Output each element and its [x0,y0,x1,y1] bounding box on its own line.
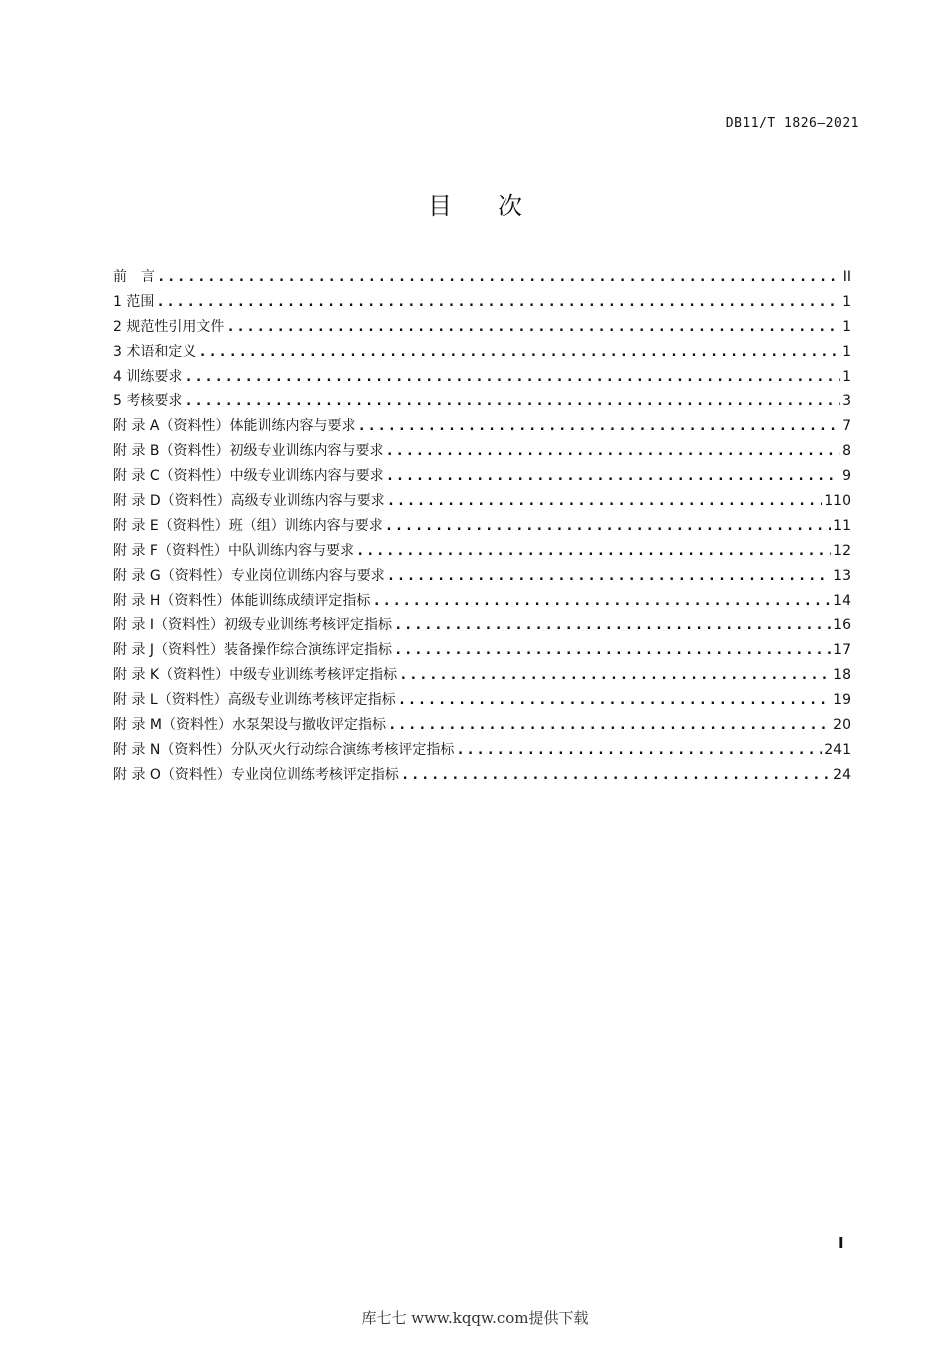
toc-entry-label: 附 录 E（资料性）班（组）训练内容与要求 [113,517,383,534]
document-id: DB11/T 1826—2021 [725,116,859,131]
toc-entry[interactable] [113,663,851,688]
toc-entry[interactable] [113,389,851,414]
dot-leader [387,564,831,589]
toc-entry-label: 3 术语和定义 [113,343,197,360]
toc-entry-label: 4 训练要求 [113,368,183,385]
page-number: I [838,1234,844,1252]
dot-leader [398,688,831,713]
toc-entry[interactable] [113,290,851,315]
toc-entry-page: 1 [842,343,851,360]
toc-entry-page: 11 [833,517,851,534]
dot-leader [372,589,831,614]
toc-entry-label: 附 录 F（资料性）中队训练内容与要求 [113,542,354,559]
toc-entry-page: 9 [842,468,851,485]
dot-leader [456,738,822,763]
toc-entry[interactable] [113,688,851,713]
toc-entry-label: 附 录 K（资料性）中级专业训练考核评定指标 [113,667,398,684]
toc-entry-label: 1 范围 [113,293,155,310]
toc-entry-page: 20 [833,717,851,734]
toc-entry-page: 241 [824,741,851,758]
toc-entry[interactable] [113,414,851,439]
toc-entry[interactable] [113,464,851,489]
toc-entry[interactable] [113,564,851,589]
toc-entry-label: 前 言 [113,269,155,285]
toc-entry-label: 附 录 J（资料性）装备操作综合演练评定指标 [113,642,393,659]
toc-entry[interactable] [113,613,851,638]
toc-entry-label: 附 录 L（资料性）高级专业训练考核评定指标 [113,692,396,709]
toc-entry[interactable] [113,265,851,290]
toc-entry-label: 附 录 H（资料性）体能训练成绩评定指标 [113,592,371,609]
dot-leader [385,514,831,539]
toc-entry[interactable] [113,713,851,738]
toc-entry-page: 24 [833,766,851,783]
dot-leader [184,389,840,414]
dot-leader [157,265,841,290]
toc-entry-page: 16 [833,617,851,634]
toc-entry-label: 附 录 G（资料性）专业岗位训练内容与要求 [113,567,385,584]
toc-entry-label: 附 录 I（资料性）初级专业训练考核评定指标 [113,617,393,634]
toc-entry[interactable] [113,365,851,390]
toc-entry[interactable] [113,315,851,340]
toc-entry-label: 附 录 B（资料性）初级专业训练内容与要求 [113,443,384,460]
toc-entry-label: 附 录 N（资料性）分队灭火行动综合演练考核评定指标 [113,741,455,758]
dot-leader [184,365,840,390]
toc-list [113,265,851,788]
toc-entry-label: 附 录 O（资料性）专业岗位训练考核评定指标 [113,766,399,783]
toc-entry-label: 附 录 D（资料性）高级专业训练内容与要求 [113,493,385,510]
dot-leader [394,613,831,638]
dot-leader [198,340,840,365]
toc-entry-label: 附 录 C（资料性）中级专业训练内容与要求 [113,468,384,485]
toc-entry-label: 2 规范性引用文件 [113,318,225,335]
toc-entry[interactable] [113,638,851,663]
toc-entry[interactable] [113,514,851,539]
toc-entry-page: 1 [842,318,851,335]
toc-entry-page: 14 [833,592,851,609]
toc-entry-page: 3 [842,393,851,410]
toc-entry[interactable] [113,489,851,514]
toc-entry-label: 附 录 M（资料性）水泵架设与撤收评定指标 [113,717,386,734]
toc-entry-page: 1 [842,368,851,385]
toc-entry-page: 7 [842,418,851,435]
footer-watermark: 库七七 www.kqqw.com提供下载 [361,1309,589,1327]
toc-entry-page: 19 [833,692,851,709]
dot-leader [387,489,823,514]
toc-entry[interactable] [113,340,851,365]
toc-entry-page: 17 [833,642,851,659]
dot-leader [386,464,840,489]
dot-leader [388,713,831,738]
toc-entry-page: 110 [824,493,851,510]
toc-entry-page: 12 [833,542,851,559]
toc-entry-page: 18 [833,667,851,684]
dot-leader [394,638,831,663]
toc-entry-page: II [842,269,851,285]
toc-entry-page: 1 [842,293,851,310]
toc-entry-page: 8 [842,443,851,460]
toc-entry[interactable] [113,439,851,464]
toc-entry[interactable] [113,539,851,564]
toc-entry-page: 13 [833,567,851,584]
dot-leader [357,414,840,439]
dot-leader [401,763,831,788]
dot-leader [386,439,841,464]
dot-leader [226,315,840,340]
dot-leader [156,290,840,315]
toc-entry[interactable] [113,738,851,763]
toc-entry[interactable] [113,589,851,614]
dot-leader [399,663,831,688]
toc-title: 目次 [428,192,568,220]
toc-entry-label: 5 考核要求 [113,393,183,410]
toc-entry[interactable] [113,763,851,788]
dot-leader [356,539,831,564]
toc-entry-label: 附 录 A（资料性）体能训练内容与要求 [113,418,356,435]
